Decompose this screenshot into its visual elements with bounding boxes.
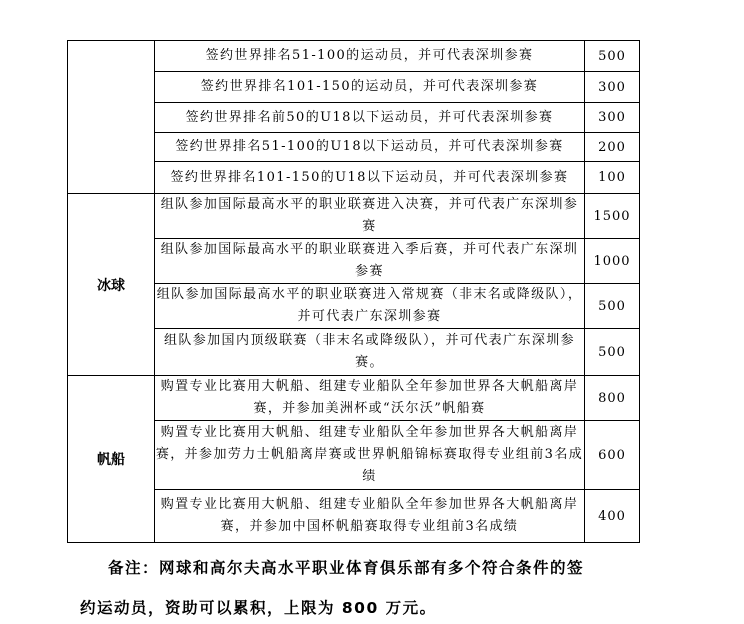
amount-cell: 300 — [585, 72, 640, 103]
amount-cell: 400 — [585, 490, 640, 543]
table-row — [68, 376, 640, 421]
amount-cell: 1000 — [585, 239, 640, 284]
description-cell: 组队参加国内顶级联赛（非末名或降级队），并可代表广东深圳参赛。 — [155, 329, 585, 376]
description-cell: 签约世界排名前50的U18以下运动员，并可代表深圳参赛 — [155, 103, 585, 133]
amount-cell: 500 — [585, 284, 640, 329]
amount-cell: 500 — [585, 41, 640, 72]
amount-cell: 500 — [585, 329, 640, 376]
description-cell: 购置专业比赛用大帆船、组建专业船队全年参加世界各大帆船离岸赛，并参加中国杯帆船赛取得专业组前3名成绩 — [155, 490, 585, 543]
note-line-1: 备注：网球和高尔夫高水平职业体育俱乐部有多个符合条件的签 — [108, 559, 585, 577]
amount-cell: 200 — [585, 133, 640, 162]
category-cell: 帆船 — [68, 376, 155, 543]
description-cell: 签约世界排名101-150的运动员，并可代表深圳参赛 — [155, 72, 585, 103]
table-row — [68, 194, 640, 239]
description-cell: 签约世界排名51-100的U18以下运动员，并可代表深圳参赛 — [155, 133, 585, 162]
amount-cell: 100 — [585, 162, 640, 194]
note-line-2: 约运动员，资助可以累积，上限为 800 万元。 — [80, 599, 437, 617]
description-cell: 签约世界排名51-100的运动员，并可代表深圳参赛 — [155, 41, 585, 72]
description-cell: 组队参加国际最高水平的职业联赛进入季后赛，并可代表广东深圳参赛 — [155, 239, 585, 284]
description-cell: 签约世界排名101-150的U18以下运动员，并可代表深圳参赛 — [155, 162, 585, 194]
description-cell: 组队参加国际最高水平的职业联赛进入常规赛（非末名或降级队），并可代表广东深圳参赛 — [155, 284, 585, 329]
category-cell — [68, 41, 155, 194]
amount-cell: 1500 — [585, 194, 640, 239]
amount-cell: 300 — [585, 103, 640, 133]
category-cell: 冰球 — [68, 194, 155, 376]
subsidy-table — [67, 40, 640, 543]
amount-cell: 600 — [585, 421, 640, 490]
description-cell: 组队参加国际最高水平的职业联赛进入决赛，并可代表广东深圳参赛 — [155, 194, 585, 239]
table-row — [68, 41, 640, 72]
description-cell: 购置专业比赛用大帆船、组建专业船队全年参加世界各大帆船离岸赛，并参加劳力士帆船离岸赛或世界帆船锦标赛取得专业组前3名成绩 — [155, 421, 585, 490]
amount-cell: 800 — [585, 376, 640, 421]
description-cell: 购置专业比赛用大帆船、组建专业船队全年参加世界各大帆船离岸赛，并参加美洲杯或“沃尔沃”帆船赛 — [155, 376, 585, 421]
